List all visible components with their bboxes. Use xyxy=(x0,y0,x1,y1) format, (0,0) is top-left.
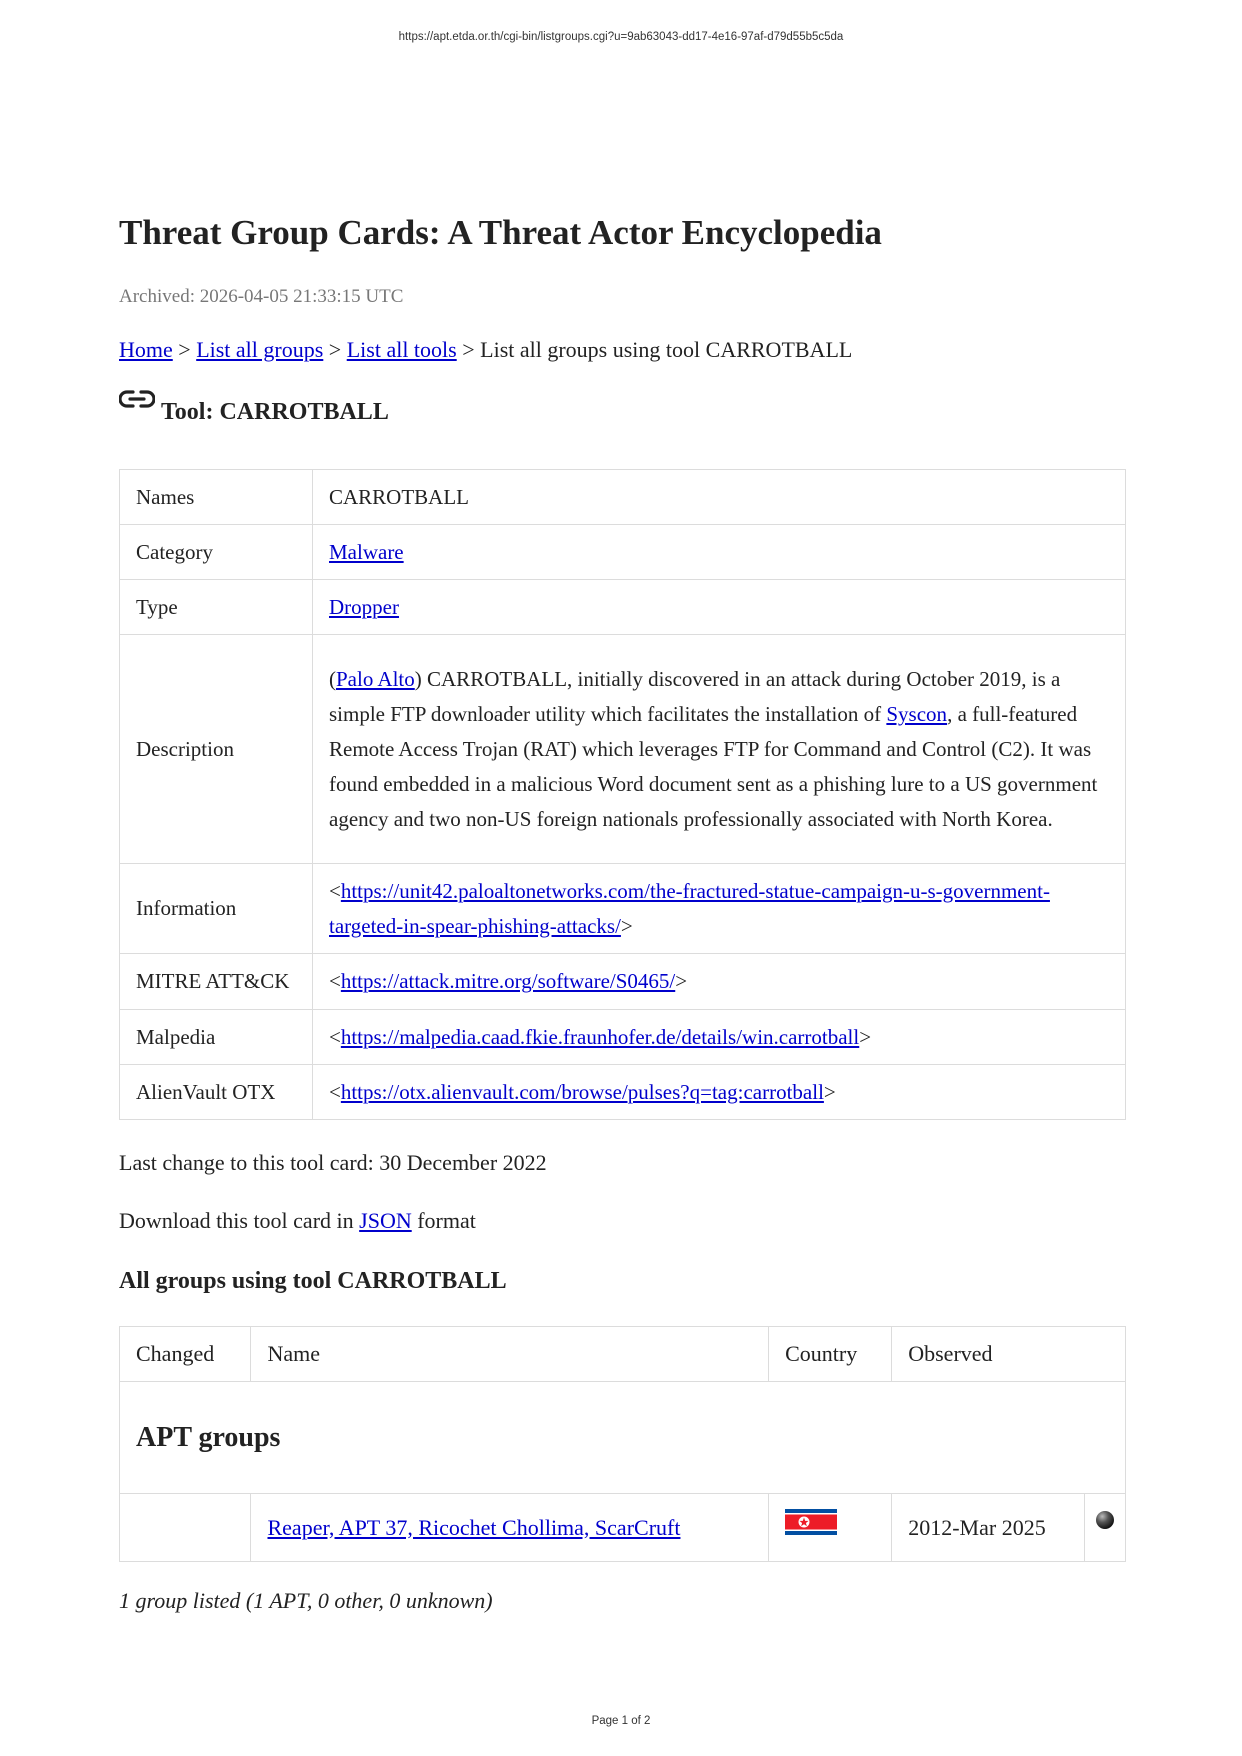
tool-card-table xyxy=(119,469,1126,1120)
names-value: CARROTBALL xyxy=(313,470,1126,525)
groups-heading: All groups using tool CARROTBALL xyxy=(119,1268,507,1294)
apt-groups-section-title: APT groups xyxy=(120,1382,1126,1494)
archived-timestamp: Archived: 2026-04-05 21:33:15 UTC xyxy=(119,286,404,307)
malpedia-link[interactable]: https://malpedia.caad.fkie.fraunhofer.de/details/win.carrotball xyxy=(340,1024,860,1049)
download-line xyxy=(119,1208,476,1234)
angle-close: > xyxy=(859,1024,872,1049)
page-title: Threat Group Cards: A Threat Actor Encyclopedia xyxy=(119,213,882,252)
breadcrumb-groups-link[interactable]: List all groups xyxy=(196,337,324,362)
names-label: Names xyxy=(120,470,313,525)
table-row xyxy=(120,1494,1126,1562)
breadcrumb-separator: > xyxy=(328,337,342,362)
table-row xyxy=(120,1065,1126,1120)
otx-link[interactable]: https://otx.alienvault.com/browse/pulses?q=tag:carrotball xyxy=(340,1079,824,1104)
table-row xyxy=(120,525,1126,580)
table-row xyxy=(120,580,1126,635)
table-header-row xyxy=(120,1327,1126,1382)
breadcrumb-home-link[interactable]: Home xyxy=(119,337,173,362)
angle-open: < xyxy=(329,1079,341,1104)
angle-close: > xyxy=(675,969,688,993)
category-link[interactable]: Malware xyxy=(329,539,404,564)
page-number: Page 1 of 2 xyxy=(591,1715,651,1727)
column-header-observed: Observed xyxy=(892,1327,1126,1382)
tool-heading xyxy=(119,397,389,426)
description-open: ( xyxy=(329,666,336,691)
breadcrumb-separator: > xyxy=(462,337,475,362)
description-cell xyxy=(313,635,1126,864)
angle-close: > xyxy=(823,1079,836,1104)
malpedia-cell xyxy=(313,1010,1126,1065)
json-download-link[interactable]: JSON xyxy=(359,1208,412,1233)
table-row xyxy=(120,635,1126,864)
mitre-link[interactable]: https://attack.mitre.org/software/S0465/ xyxy=(340,969,676,993)
country-cell xyxy=(769,1494,892,1562)
information-label: Information xyxy=(120,864,313,954)
groups-table xyxy=(119,1326,1126,1562)
section-row xyxy=(120,1382,1126,1494)
groups-summary: 1 group listed (1 APT, 0 other, 0 unknown) xyxy=(119,1588,493,1613)
otx-label: AlienVault OTX xyxy=(120,1065,313,1120)
tool-heading-text: Tool: CARROTBALL xyxy=(161,399,389,425)
breadcrumb-tools-link[interactable]: List all tools xyxy=(346,337,457,362)
table-row xyxy=(120,470,1126,525)
description-text: ) CARROTBALL, initially discovered in an attack during October 2019, is a simple FTP downloader utility which facilitates the installation of xyxy=(329,666,1061,726)
malpedia-label: Malpedia xyxy=(120,1010,313,1065)
type-link[interactable]: Dropper xyxy=(329,594,399,619)
column-header-name: Name xyxy=(251,1327,769,1382)
angle-open: < xyxy=(329,969,341,993)
syscon-link[interactable]: Syscon xyxy=(886,701,948,726)
download-suffix: format xyxy=(411,1208,476,1233)
column-header-changed: Changed xyxy=(120,1327,251,1382)
mitre-label: MITRE ATT&CK xyxy=(120,954,313,1010)
information-link[interactable]: https://unit42.paloaltonetworks.com/the-fractured-statue-campaign-u-s-government-targeted-in-spear-phishing-attacks/ xyxy=(329,878,1050,938)
table-row xyxy=(120,1010,1126,1065)
category-label: Category xyxy=(120,525,313,580)
north-korea-flag-icon xyxy=(785,1509,837,1535)
category-cell xyxy=(313,525,1126,580)
otx-cell xyxy=(313,1065,1126,1120)
breadcrumb xyxy=(119,337,852,363)
column-header-country: Country xyxy=(769,1327,892,1382)
breadcrumb-current: List all groups using tool CARROTBALL xyxy=(480,337,853,362)
black-dot-icon xyxy=(1096,1511,1114,1529)
group-name-link[interactable]: Reaper, APT 37, Ricochet Chollima, ScarCruft xyxy=(267,1514,681,1540)
description-label: Description xyxy=(120,635,313,864)
type-label: Type xyxy=(120,580,313,635)
description-source-link[interactable]: Palo Alto xyxy=(336,666,415,691)
angle-close: > xyxy=(620,913,633,938)
angle-open: < xyxy=(329,1024,341,1049)
breadcrumb-separator: > xyxy=(178,337,191,362)
angle-open: < xyxy=(329,878,341,903)
link-icon xyxy=(119,387,155,411)
type-cell xyxy=(313,580,1126,635)
last-change-text: Last change to this tool card: 30 December 2022 xyxy=(119,1150,547,1175)
description-text: , a full-featured Remote Access Trojan (RAT) which leverages FTP for Command and Control (C2). It was found embedded in a malicious Word document sent as a phishing lure to a US government agency and two non-US foreign nationals professionally associated with North Korea. xyxy=(329,701,1098,831)
status-cell xyxy=(1085,1494,1126,1562)
information-cell xyxy=(313,864,1126,954)
table-row xyxy=(120,954,1126,1010)
changed-cell xyxy=(120,1494,251,1562)
observed-cell: 2012-Mar 2025 xyxy=(892,1494,1085,1562)
table-row xyxy=(120,864,1126,954)
print-url-header: https://apt.etda.or.th/cgi-bin/listgroups.cgi?u=9ab63043-dd17-4e16-97af-d79d55b5c5da xyxy=(398,31,844,43)
download-prefix: Download this tool card in xyxy=(119,1208,360,1233)
group-name-cell xyxy=(251,1494,769,1562)
mitre-cell xyxy=(313,954,1126,1010)
